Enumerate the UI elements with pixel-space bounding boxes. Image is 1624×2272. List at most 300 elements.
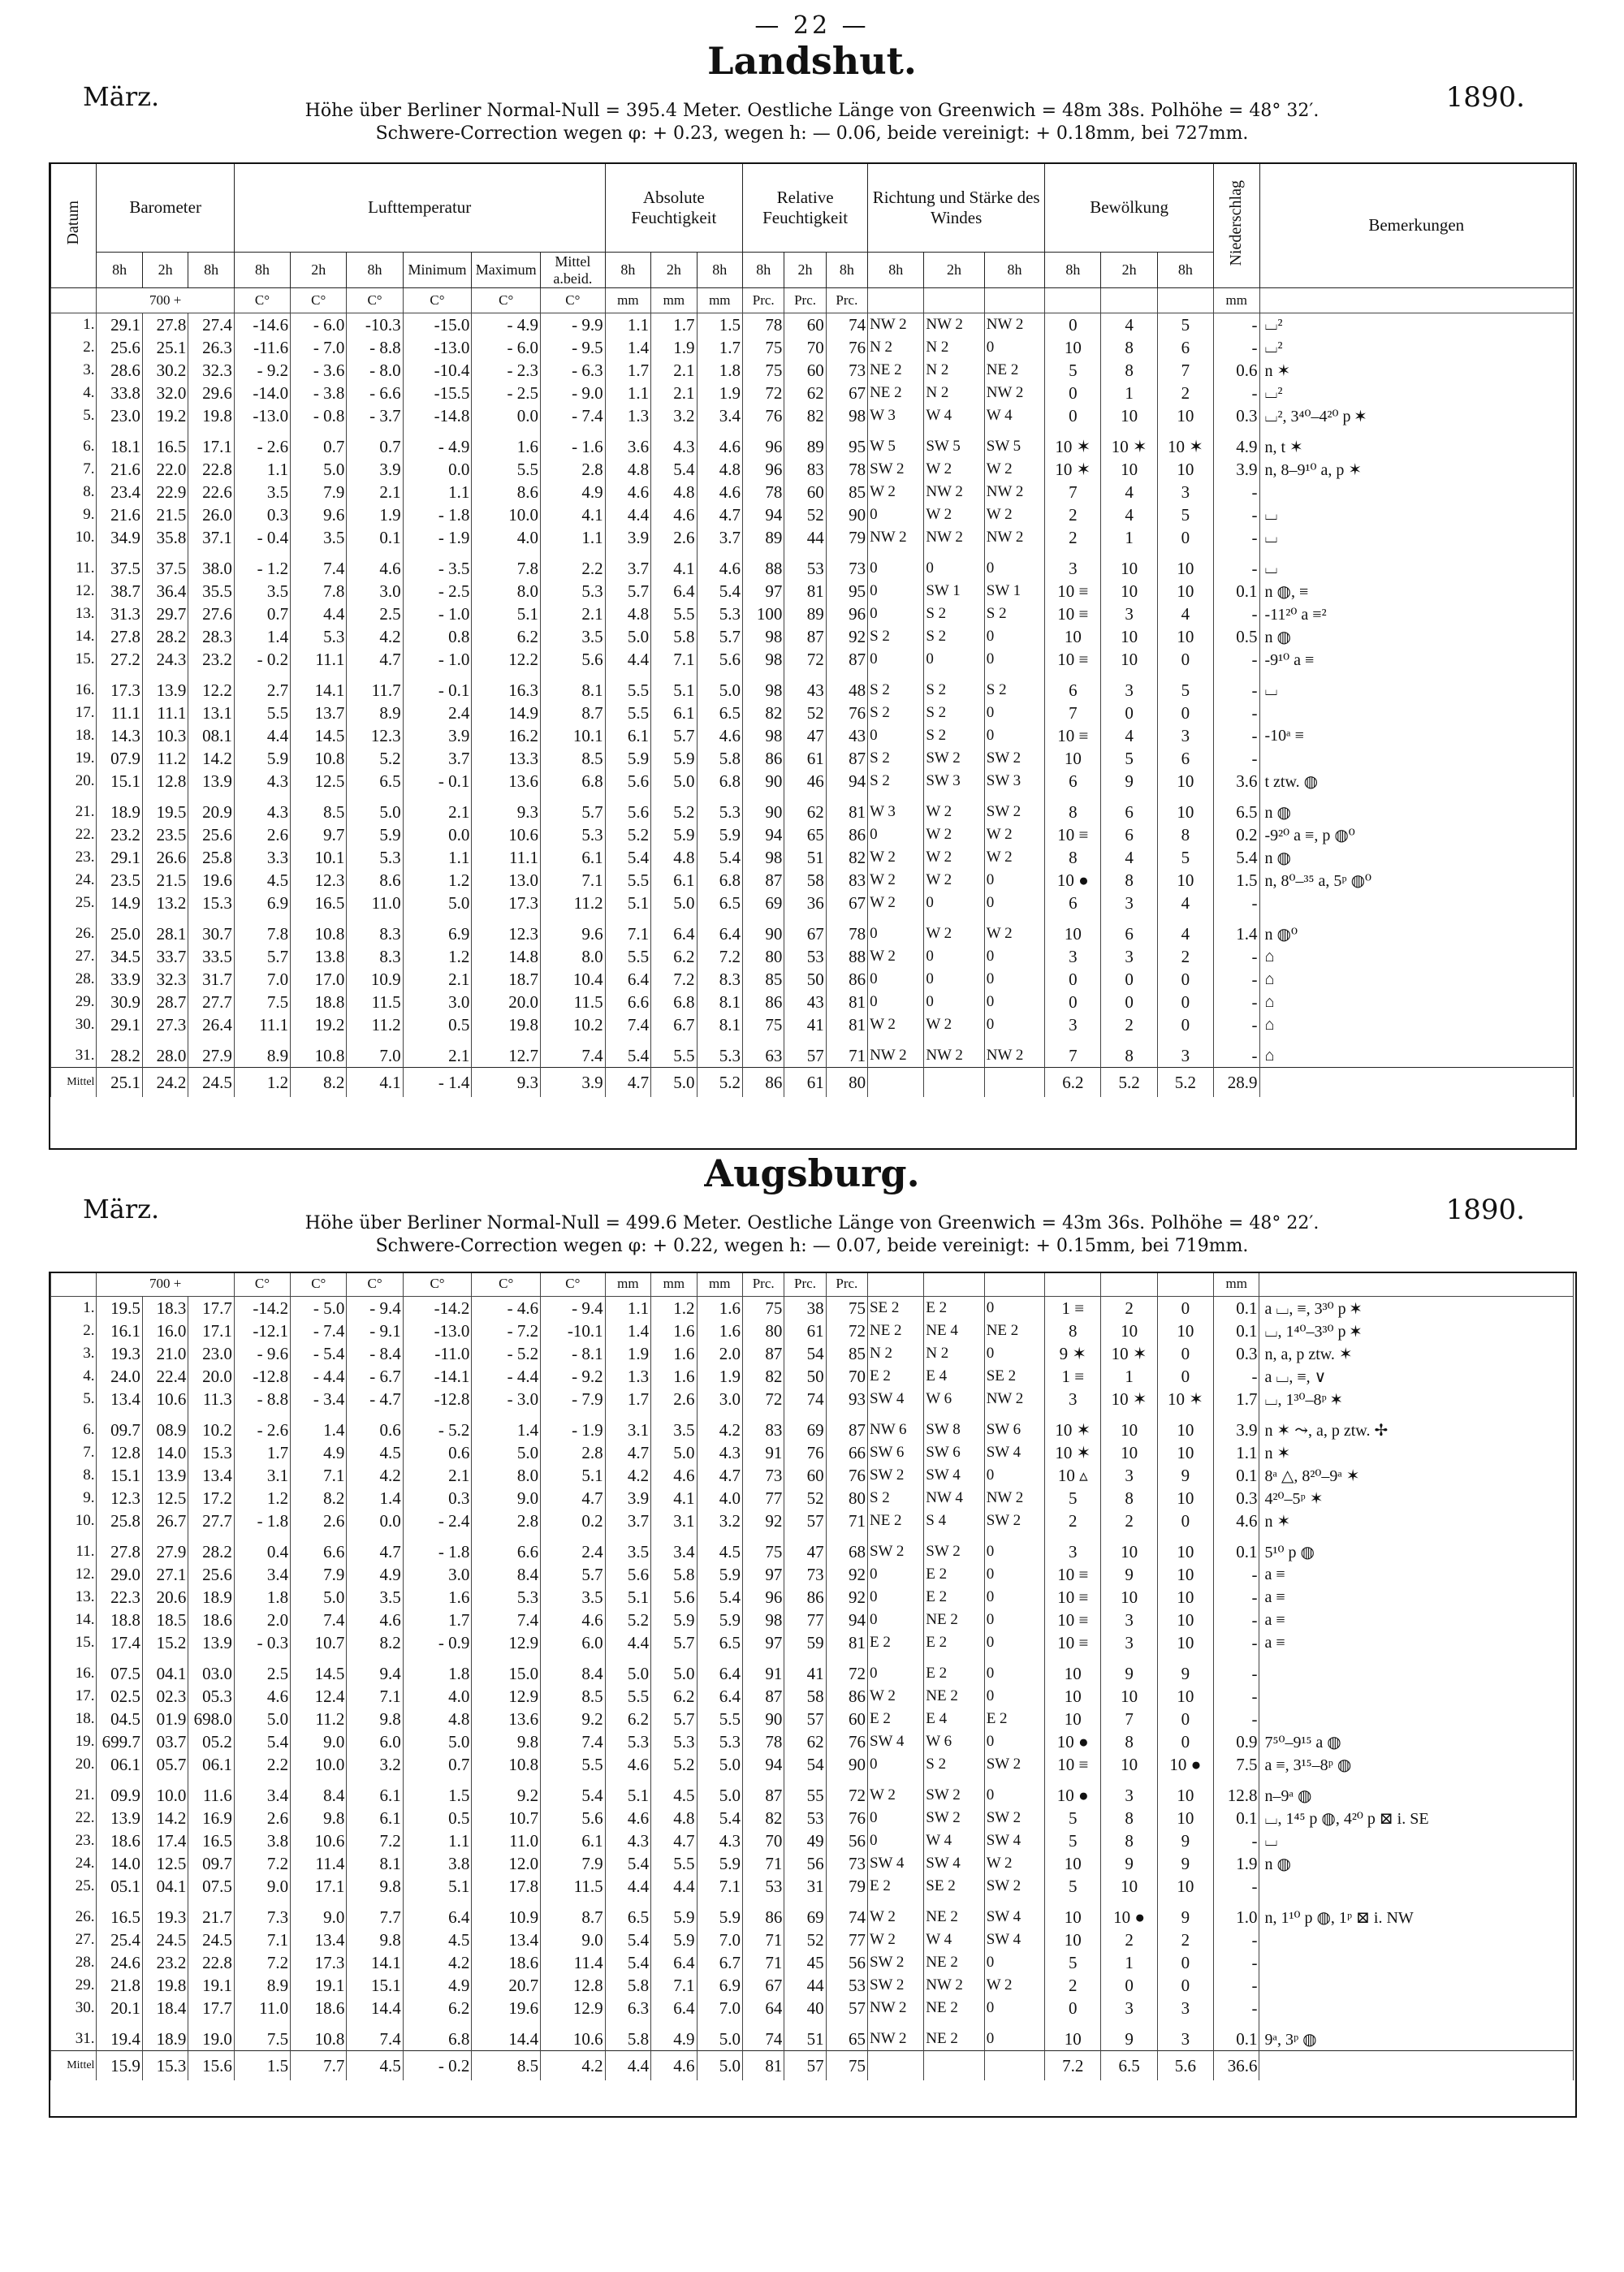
table-cell: 28.6 xyxy=(97,359,142,382)
table-cell: W 2 xyxy=(868,869,924,892)
table-cell: NW 2 xyxy=(984,526,1044,557)
table-cell: - 6.3 xyxy=(541,359,606,382)
table-cell: 22.4 xyxy=(142,1365,188,1388)
subheader-h8: 8h xyxy=(984,253,1044,288)
table-cell: - 0.4 xyxy=(234,526,290,557)
table-cell: 34.9 xyxy=(97,526,142,557)
table-cell: 33.7 xyxy=(142,945,188,968)
table-cell: 05.2 xyxy=(188,1730,234,1753)
table-cell: 5.3 xyxy=(347,846,403,869)
table-cell: 9.0 xyxy=(541,1929,606,1951)
table-cell: 5 xyxy=(1045,1807,1101,1829)
table-cell: 10.3 xyxy=(142,724,188,747)
table-cell: 10 xyxy=(1157,625,1213,648)
table-cell: 10 xyxy=(1157,801,1213,823)
table-cell: 24. xyxy=(51,869,97,892)
table-cell: 5.0 xyxy=(651,892,697,922)
table-cell: 0.6 xyxy=(347,1419,403,1441)
table-cell: 25.6 xyxy=(97,336,142,359)
table-cell: 11.0 xyxy=(347,892,403,922)
table-cell: S 2 xyxy=(868,702,924,724)
table-cell: 4.4 xyxy=(291,603,347,625)
table-cell: 5.5 xyxy=(605,869,650,892)
unit-cell: Prc. xyxy=(743,288,784,313)
table-cell: 78 xyxy=(743,313,784,337)
table-cell: 1.1 xyxy=(605,382,650,404)
table-cell: 9.7 xyxy=(291,823,347,846)
table-cell: - xyxy=(1214,1875,1259,1906)
table-cell: -14.8 xyxy=(403,404,472,435)
mittel-cell: 24.5 xyxy=(188,1068,234,1098)
table-cell: 98 xyxy=(743,1609,784,1631)
table-cell: 0 xyxy=(984,1586,1044,1609)
table-cell: 3.7 xyxy=(605,1510,650,1540)
table-cell: 6.1 xyxy=(347,1807,403,1829)
table-cell: 94 xyxy=(743,1753,784,1784)
table-cell: 25.6 xyxy=(188,1563,234,1586)
table-cell: W 2 xyxy=(984,503,1044,526)
table-cell: 23. xyxy=(51,1829,97,1852)
table-cell: 2.6 xyxy=(234,823,290,846)
table-cell: n ◍ xyxy=(1259,1852,1574,1875)
table-cell: 98 xyxy=(743,648,784,679)
table-cell: 0.0 xyxy=(403,823,472,846)
table-cell: 4.3 xyxy=(234,801,290,823)
table-cell: 32.3 xyxy=(142,968,188,991)
table-cell: 3.6 xyxy=(1214,770,1259,801)
table-cell: 6 xyxy=(1157,747,1213,770)
table-cell: 5.5 xyxy=(605,702,650,724)
mittel-cell: 57 xyxy=(784,2051,826,2081)
table-cell: - xyxy=(1214,1974,1259,1997)
table-cell: ⌂ xyxy=(1259,1044,1574,1068)
table-cell: 10 ≡ xyxy=(1045,580,1101,603)
table-cell: S 2 xyxy=(924,702,984,724)
table-cell: 11.2 xyxy=(541,892,606,922)
table-cell: 12.8 xyxy=(1214,1784,1259,1807)
unit-cell: C° xyxy=(234,1272,290,1297)
table-cell: 10.9 xyxy=(347,968,403,991)
table-cell: 9.8 xyxy=(347,1929,403,1951)
header-wind: Richtung und Stärke des Windes xyxy=(868,163,1045,253)
table-cell: 6.5 xyxy=(697,892,743,922)
table-cell: 3 xyxy=(1101,945,1157,968)
table-cell: 7.1 xyxy=(651,648,697,679)
table-cell: 4 xyxy=(1157,603,1213,625)
table-cell: -14.0 xyxy=(234,382,290,404)
table-cell: 80 xyxy=(826,1487,867,1510)
table-cell: 33.9 xyxy=(97,968,142,991)
table-cell: 5.6 xyxy=(541,648,606,679)
table-cell: -11.0 xyxy=(403,1342,472,1365)
table-cell: 43 xyxy=(826,724,867,747)
table-cell: 4.0 xyxy=(697,1487,742,1510)
table-cell: 4.6 xyxy=(697,724,743,747)
table-cell: 8.5 xyxy=(291,801,347,823)
table-cell: 87 xyxy=(826,1419,867,1441)
table-cell: NW 2 xyxy=(984,1388,1044,1419)
table-cell: 26.0 xyxy=(188,503,234,526)
subheader-h2: 2h xyxy=(784,253,826,288)
table-cell: 5.3 xyxy=(291,625,347,648)
table-cell: -9¹⁰ a ≡ xyxy=(1259,648,1574,679)
table-cell: 14.1 xyxy=(347,1951,403,1974)
table-cell: 4.7 xyxy=(605,1441,650,1464)
table-cell: 5.2 xyxy=(605,823,650,846)
table-cell: 27. xyxy=(51,945,97,968)
table-cell: 3 xyxy=(1045,1013,1101,1044)
table-cell: 11.1 xyxy=(472,846,541,869)
table-cell: - xyxy=(1214,1929,1259,1951)
table-cell: 10. xyxy=(51,526,97,557)
table-cell: 10. xyxy=(51,1510,97,1540)
table-cell: - 1.0 xyxy=(403,603,472,625)
table-cell: 13.2 xyxy=(142,892,188,922)
table-cell: 1.7 xyxy=(697,336,743,359)
table-cell: 67 xyxy=(826,382,867,404)
table-cell: 27. xyxy=(51,1929,97,1951)
table-cell: 5.4 xyxy=(1214,846,1259,869)
table-cell: 57 xyxy=(784,1510,826,1540)
table-cell: 89 xyxy=(784,603,826,625)
table-cell: 7.4 xyxy=(605,1013,650,1044)
table-cell: - xyxy=(1214,1631,1259,1662)
table-cell: 10 xyxy=(1101,1753,1157,1784)
table-cell: 6 xyxy=(1045,679,1101,702)
table-cell: 23.5 xyxy=(97,869,142,892)
table-cell: 3 xyxy=(1101,1609,1157,1631)
table-cell: E 2 xyxy=(924,1631,984,1662)
table-cell: 17.1 xyxy=(188,1320,234,1342)
table-cell: 7. xyxy=(51,458,97,481)
table-cell: - xyxy=(1214,313,1259,337)
table-cell: ⌴² xyxy=(1259,336,1574,359)
table-cell: 4.1 xyxy=(651,557,697,580)
table-cell: 0 xyxy=(867,1753,923,1784)
table-cell: 5.0 xyxy=(697,1784,742,1807)
table-cell: 10 xyxy=(1045,1685,1101,1708)
table-cell: 14.1 xyxy=(291,679,347,702)
table-cell: 3 xyxy=(1045,1540,1101,1563)
table-cell: 4.8 xyxy=(403,1708,472,1730)
table-cell: 3.2 xyxy=(697,1510,742,1540)
mittel-cell: 5.2 xyxy=(1101,1068,1157,1098)
table-cell: 1.6 xyxy=(651,1320,697,1342)
table-cell: W 2 xyxy=(924,1013,984,1044)
table-cell: 52 xyxy=(784,1929,826,1951)
table-cell: 3 xyxy=(1101,679,1157,702)
table-cell: 80 xyxy=(743,1320,784,1342)
table-cell: 18. xyxy=(51,724,97,747)
table-cell: 0 xyxy=(867,1829,923,1852)
table-cell: 12.0 xyxy=(472,1852,541,1875)
table-cell: 4 xyxy=(1157,922,1213,945)
table-cell: - xyxy=(1214,945,1259,968)
unit-cell: Prc. xyxy=(784,1272,826,1297)
table-cell: 8 xyxy=(1045,1320,1101,1342)
table-cell: SW 2 xyxy=(924,1784,984,1807)
table-cell: 75 xyxy=(743,1013,784,1044)
table-cell: 1 ≡ xyxy=(1045,1365,1101,1388)
table-cell: 0.1 xyxy=(1214,2028,1259,2051)
table-cell: 19.8 xyxy=(142,1974,188,1997)
table-cell: - 5.0 xyxy=(291,1297,347,1320)
table-cell: 03.0 xyxy=(188,1662,234,1685)
table-cell: 12.9 xyxy=(472,1685,541,1708)
subheader-h8: 8h xyxy=(1045,253,1101,288)
table-cell: 31.3 xyxy=(97,603,142,625)
table-cell: 5.1 xyxy=(605,1586,650,1609)
table-cell: 22. xyxy=(51,1807,97,1829)
table-cell: 0 xyxy=(984,625,1044,648)
mittel-cell: 80 xyxy=(826,1068,867,1098)
table-cell: 17.1 xyxy=(291,1875,347,1906)
table-cell: 45 xyxy=(784,1951,826,1974)
table-cell: 9.6 xyxy=(291,503,347,526)
table-cell: 6.9 xyxy=(403,922,472,945)
table-cell: -10.4 xyxy=(403,359,472,382)
table-cell: 1.7 xyxy=(403,1609,472,1631)
mittel-cell: 25.1 xyxy=(97,1068,142,1098)
table-cell: - 4.4 xyxy=(472,1365,541,1388)
table-cell: 43 xyxy=(784,679,826,702)
table-cell: NE 2 xyxy=(867,1320,923,1342)
table-cell: 2 xyxy=(1157,382,1213,404)
table-cell: 10 xyxy=(1101,1441,1157,1464)
table-cell: - 0.1 xyxy=(403,679,472,702)
table-cell: SW 2 xyxy=(867,1464,923,1487)
table-cell: E 2 xyxy=(867,1365,923,1388)
mittel-cell: 15.9 xyxy=(97,2051,142,2081)
table-cell: 3.5 xyxy=(541,625,606,648)
table-cell: 4.2 xyxy=(605,1464,650,1487)
table-cell: 8.0 xyxy=(472,580,541,603)
mittel-cell: - 1.4 xyxy=(403,1068,472,1098)
table-cell: SW 5 xyxy=(984,435,1044,458)
station-header-line2: Schwere-Correction wegen φ: + 0.23, wegen h: — 0.06, beide vereinigt: + 0.18mm, bei 727mm. xyxy=(375,123,1249,144)
table-cell: 8ᵃ △, 8²⁰–9ᵃ ✶ xyxy=(1259,1464,1574,1487)
table-cell: -14.2 xyxy=(403,1297,472,1320)
table-cell: 10 xyxy=(1101,625,1157,648)
table-cell: 9 xyxy=(1101,1563,1157,1586)
table-cell: 10 xyxy=(1101,458,1157,481)
table-cell: 1.1 xyxy=(605,1297,650,1320)
table-cell: W 2 xyxy=(924,922,984,945)
table-cell: 3.5 xyxy=(541,1586,606,1609)
table-cell: 70 xyxy=(826,1365,867,1388)
table-cell: 01.9 xyxy=(142,1708,188,1730)
table-cell: 74 xyxy=(743,2028,784,2051)
table-cell: 69 xyxy=(784,1906,826,1929)
table-cell: 4.1 xyxy=(541,503,606,526)
table-cell: 6.6 xyxy=(472,1540,541,1563)
table-cell: 0.1 xyxy=(1214,580,1259,603)
table-cell: 11.7 xyxy=(347,679,403,702)
table-cell: 7 xyxy=(1045,702,1101,724)
table-cell: 4.7 xyxy=(541,1487,606,1510)
unit-cell: C° xyxy=(472,288,541,313)
table-cell: 2. xyxy=(51,336,97,359)
table-cell: 11.1 xyxy=(291,648,347,679)
table-cell: 9.0 xyxy=(291,1906,347,1929)
table-cell: 66 xyxy=(826,1441,867,1464)
table-cell: 10 ✶ xyxy=(1101,1388,1157,1419)
table-cell: SW 2 xyxy=(984,747,1044,770)
table-cell: SW 4 xyxy=(867,1388,923,1419)
table-cell: 0 xyxy=(868,648,924,679)
table-cell: - 8.8 xyxy=(347,336,403,359)
mittel-cell: 5.6 xyxy=(1157,2051,1213,2081)
table-cell: 36 xyxy=(784,892,826,922)
table-cell: 4.6 xyxy=(541,1609,606,1631)
table-cell: 76 xyxy=(826,336,867,359)
table-cell: 1 xyxy=(1101,1365,1157,1388)
table-cell: 11.6 xyxy=(188,1784,234,1807)
table-cell: 57 xyxy=(784,1708,826,1730)
mittel-cell: 7.7 xyxy=(291,2051,347,2081)
table-cell: - xyxy=(1214,503,1259,526)
table-cell: 13.4 xyxy=(188,1464,234,1487)
table-cell: 1.4 xyxy=(234,625,290,648)
table-cell: 2 xyxy=(1045,503,1101,526)
table-cell: 10 ✶ xyxy=(1045,1419,1101,1441)
table-cell: NE 2 xyxy=(924,1951,984,1974)
table-cell: ⌴² xyxy=(1259,382,1574,404)
table-cell: 86 xyxy=(743,1906,784,1929)
table-cell: 0 xyxy=(984,1609,1044,1631)
table-cell: 5.9 xyxy=(651,747,697,770)
table-cell: 78 xyxy=(743,481,784,503)
table-cell: 8.2 xyxy=(291,1487,347,1510)
table-cell: 21. xyxy=(51,1784,97,1807)
table-cell: ⌴ xyxy=(1259,679,1574,702)
table-cell: 4.3 xyxy=(605,1829,650,1852)
table-cell: 31.7 xyxy=(188,968,234,991)
table-cell: 8.4 xyxy=(541,1662,606,1685)
table-cell: NW 2 xyxy=(867,1997,923,2028)
table-cell: 0 xyxy=(1157,648,1213,679)
table-cell: NW 2 xyxy=(984,382,1044,404)
table-cell: 12.9 xyxy=(472,1631,541,1662)
table-cell: 98 xyxy=(826,404,867,435)
table-cell: E 2 xyxy=(984,1708,1044,1730)
table-cell: 2.1 xyxy=(403,1044,472,1068)
table-cell: 1.4 xyxy=(605,1320,650,1342)
table-cell: 12.7 xyxy=(472,1044,541,1068)
table-cell: 3.5 xyxy=(347,1586,403,1609)
table-cell: 7 xyxy=(1157,359,1213,382)
table-cell: 10 xyxy=(1157,869,1213,892)
table-cell: 5.5 xyxy=(234,702,290,724)
table-cell: 6.4 xyxy=(651,1951,697,1974)
table-cell: 10 xyxy=(1157,1784,1213,1807)
table-cell: 4.6 xyxy=(605,1807,650,1829)
table-cell: 60 xyxy=(826,1708,867,1730)
table-cell: 19.8 xyxy=(472,1013,541,1044)
table-cell: 19.4 xyxy=(97,2028,142,2051)
table-cell: 1.4 xyxy=(605,336,650,359)
table-cell: SW 2 xyxy=(984,1807,1044,1829)
mittel-cell: 4.6 xyxy=(651,2051,697,2081)
table-cell: -13.0 xyxy=(403,1320,472,1342)
table-cell: 1.2 xyxy=(403,869,472,892)
table-cell: 28.2 xyxy=(188,1540,234,1563)
table-cell: NE 2 xyxy=(924,1906,984,1929)
table-cell: 13.1 xyxy=(188,702,234,724)
table-cell: - 6.6 xyxy=(347,382,403,404)
table-cell: 31 xyxy=(784,1875,826,1906)
table-cell: 3 xyxy=(1157,2028,1213,2051)
table-cell: 3.5 xyxy=(651,1419,697,1441)
table-cell: 4.6 xyxy=(605,1753,650,1784)
table-cell: 5. xyxy=(51,1388,97,1419)
table-cell: 0 xyxy=(868,823,924,846)
table-cell: SE 2 xyxy=(984,1365,1044,1388)
table-cell: SE 2 xyxy=(924,1875,984,1906)
table-cell: 6.3 xyxy=(605,1997,650,2028)
table-cell: 3.9 xyxy=(605,526,650,557)
table-cell: 77 xyxy=(784,1609,826,1631)
table-cell: 87 xyxy=(826,648,867,679)
table-cell: 17.3 xyxy=(291,1951,347,1974)
mittel-cell: 1.2 xyxy=(234,1068,290,1098)
table-cell: SW 5 xyxy=(924,435,984,458)
table-cell: S 2 xyxy=(868,747,924,770)
table-cell: 62 xyxy=(784,1730,826,1753)
table-cell: 32.0 xyxy=(142,382,188,404)
table-cell: 43 xyxy=(784,991,826,1013)
table-cell: 0 xyxy=(1101,991,1157,1013)
table-cell: 10 xyxy=(1157,1631,1213,1662)
table-cell: 3 xyxy=(1101,1631,1157,1662)
subheader-h8: 8h xyxy=(868,253,924,288)
table-cell: S 2 xyxy=(924,1753,984,1784)
table-cell: 5.4 xyxy=(697,846,743,869)
table-cell: 5 xyxy=(1045,1829,1101,1852)
table-cell: n ✶ xyxy=(1259,359,1574,382)
table-cell: 2.1 xyxy=(347,481,403,503)
table-cell: W 2 xyxy=(984,823,1044,846)
table-cell: 72 xyxy=(743,1388,784,1419)
unit-cell: mm xyxy=(605,1272,650,1297)
table-cell: 3.0 xyxy=(403,991,472,1013)
table-cell: 09.9 xyxy=(97,1784,142,1807)
table-cell: 9 xyxy=(1157,1464,1213,1487)
table-cell: 7. xyxy=(51,1441,97,1464)
table-cell: 3.8 xyxy=(403,1852,472,1875)
table-cell: NW 2 xyxy=(924,526,984,557)
subheader-h2: 2h xyxy=(291,253,347,288)
table-cell: - 2.4 xyxy=(403,1510,472,1540)
table-cell: 8.6 xyxy=(347,869,403,892)
table-cell: 5.4 xyxy=(697,580,743,603)
table-cell: 82 xyxy=(743,1807,784,1829)
table-cell: 6.9 xyxy=(697,1974,742,1997)
table-cell: S 2 xyxy=(867,1487,923,1510)
table-cell: 19.2 xyxy=(142,404,188,435)
mittel-cell: 75 xyxy=(826,2051,867,2081)
table-cell: S 2 xyxy=(924,724,984,747)
table-cell: 68 xyxy=(826,1540,867,1563)
table-cell: 65 xyxy=(784,823,826,846)
table-cell: 3.4 xyxy=(697,404,743,435)
table-cell: 81 xyxy=(784,580,826,603)
table-cell: 90 xyxy=(826,503,867,526)
table-cell: 98 xyxy=(743,625,784,648)
table-cell: 10.6 xyxy=(142,1388,188,1419)
table-cell: 12.3 xyxy=(291,869,347,892)
table-cell: 12.8 xyxy=(142,770,188,801)
